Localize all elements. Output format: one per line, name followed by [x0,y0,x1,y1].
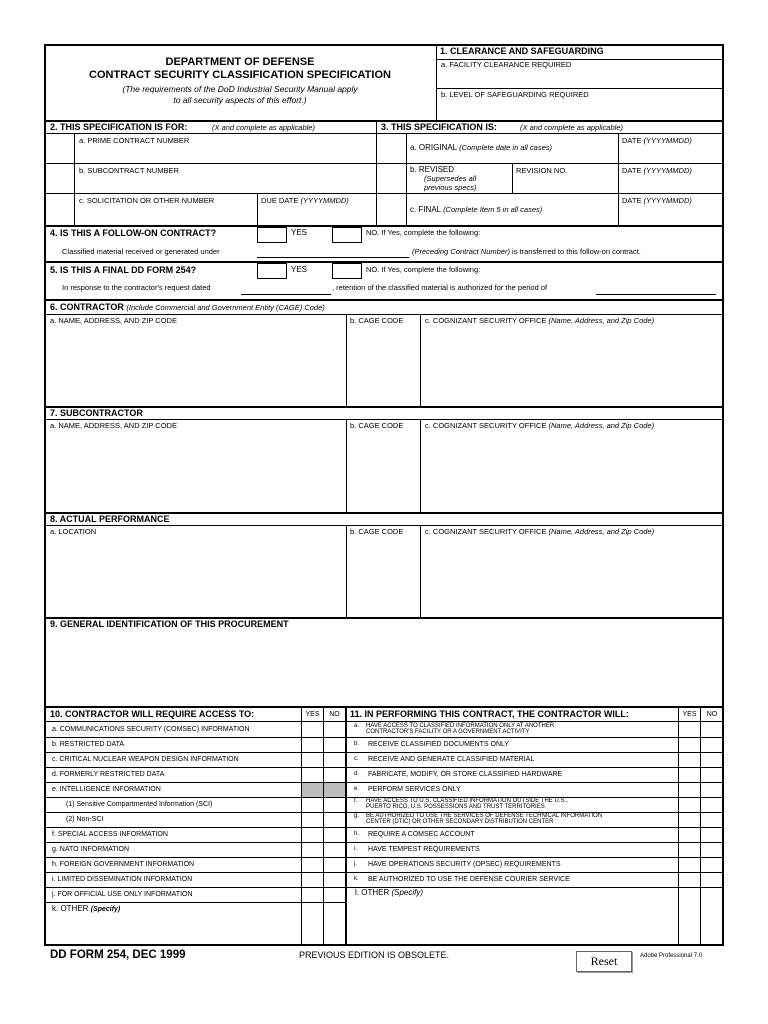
subcontract-label: b. SUBCONTRACT NUMBER [79,166,179,175]
sec11-item-label: PERFORM SERVICES ONLY [368,786,461,793]
revised-date-field[interactable] [619,177,723,192]
performance-cso-field[interactable] [421,538,723,616]
solicitation-field[interactable] [75,207,256,224]
sec10-yes-checkbox[interactable] [302,827,323,841]
preceding-contract-note: (Preceding Contract Number) [412,247,510,256]
subcontract-checkbox[interactable] [45,164,74,192]
due-date-label [261,197,349,205]
sec10-no-checkbox[interactable] [324,722,345,736]
follow-on-line-2 [412,248,641,256]
solicitation-label: c. SOLICITATION OR OTHER NUMBER [79,196,215,205]
due-date-format: (YYYYMMDD) [300,196,349,205]
sec10-row-divider [44,887,346,888]
due-date-text: DUE DATE [261,196,299,205]
final-dd254-yes-checkbox[interactable] [257,263,287,279]
sec11-item-letter: f. [354,798,358,804]
sec11-no-checkbox[interactable] [701,752,723,766]
date-text-c: DATE [622,196,642,205]
date-format-a: (YYYYMMDD) [643,136,692,145]
sec10-item-label: d. FORMERLY RESTRICTED DATA [52,771,165,778]
sec11-yes-header: YES [682,711,697,718]
sec11-no-checkbox[interactable] [701,737,723,751]
sec11-no-checkbox[interactable] [701,797,723,811]
sec8-b-label: b. CAGE CODE [350,527,404,536]
sec11-yes-checkbox[interactable] [679,857,700,871]
sec10-k-no-checkbox[interactable] [324,903,345,945]
date-format-c: (YYYYMMDD) [643,196,692,205]
sec10-yes-checkbox[interactable] [302,872,323,886]
sec1-b-label: b. LEVEL OF SAFEGUARDING REQUIRED [441,90,589,99]
final-note: (Complete Item 5 in all cases) [443,205,543,214]
sec10-item-label: a. COMMUNICATIONS SECURITY (COMSEC) INFORMATION [52,726,250,733]
sec10-k-note: (Specify) [90,906,121,913]
form-title: CONTRACT SECURITY CLASSIFICATION SPECIFICATION [89,69,391,81]
sec10-row-divider [44,842,346,843]
sec11-yes-checkbox[interactable] [679,872,700,886]
final-label [410,206,542,214]
sec6-note: (Include Commercial and Government Entity (CAGE) Code) [126,303,325,312]
sec11-row-divider [346,872,724,873]
sec11-item-label: CENTER (DTIC) OR OTHER SECONDARY DISTRIBUTION CENTER [366,819,554,825]
obsolete-notice: PREVIOUS EDITION IS OBSOLETE. [299,950,450,960]
performance-location-field[interactable] [45,538,345,616]
sec10-yes-checkbox[interactable] [302,812,323,826]
sec10-title: 10. CONTRACTOR WILL REQUIRE ACCESS TO: [50,709,255,719]
sec6-c-text: c. COGNIZANT SECURITY OFFICE [425,316,547,325]
sec11-row-divider [346,737,724,738]
retention-period-field[interactable] [596,281,716,295]
sec10-item-label: g. NATO INFORMATION [52,846,130,853]
original-text: a. ORIGINAL [410,143,457,152]
due-date-field[interactable] [258,207,375,224]
revised-label: b. REVISED [410,165,455,174]
sec11-no-checkbox[interactable] [701,767,723,781]
sec11-yes-checkbox[interactable] [679,737,700,751]
subcontractor-address-field[interactable] [45,432,345,511]
revision-no-label: REVISION NO. [516,166,568,175]
sec10-yes-checkbox[interactable] [302,767,323,781]
sec11-yes-checkbox[interactable] [679,782,700,796]
safeguarding-level-field[interactable] [437,100,723,118]
sec11-yes-checkbox[interactable] [679,767,700,781]
sec10-no-checkbox[interactable] [324,752,345,766]
sec11-item-letter: a. [354,723,360,729]
sec10-no-checkbox[interactable] [324,842,345,856]
sec10-no-checkbox[interactable] [324,827,345,841]
sec10-row-divider [44,782,346,783]
subcontract-field[interactable] [75,177,375,192]
prime-contract-label: a. PRIME CONTRACT NUMBER [79,136,190,145]
sec10-item-label: (1) Sensitive Compartmented Information (SCI) [66,801,213,808]
date-text-a: DATE [622,136,642,145]
sec10-yes-checkbox[interactable] [302,752,323,766]
follow-on-line-1: Classified material received or generated under [62,247,220,256]
date-label-c [622,197,692,205]
subcontractor-cso-field[interactable] [421,432,723,511]
sec7-c-note: (Name, Address, and Zip Code) [548,421,655,430]
sec10-k-text: k. OTHER [52,904,89,913]
sec11-item-label: BE AUTHORIZED TO USE THE SERVICES OF DEFENSE TECHNICAL INFORMATION [366,813,603,819]
sec6-title-text: 6. CONTRACTOR [50,302,124,312]
sec11-yes-checkbox[interactable] [679,812,700,826]
sec10-row-divider [44,797,346,798]
sec10-item-label: c. CRITICAL NUCLEAR WEAPON DESIGN INFORMATION [52,756,239,763]
sec11-no-checkbox[interactable] [701,872,723,886]
sec11-item-letter: e. [354,786,360,792]
retention-line-1: In response to the contractor's request dated [62,283,211,292]
form-number: DD FORM 254, DEC 1999 [50,949,186,961]
sec11-row-divider [346,827,724,828]
sec10-item-label: h. FOREIGN GOVERNMENT INFORMATION [52,861,195,868]
sec11-item-label: REQUIRE A COMSEC ACCOUNT [368,831,475,838]
sec8-title: 8. ACTUAL PERFORMANCE [50,514,170,524]
sec8-a-label: a. LOCATION [50,527,97,536]
sec10-item-label: (2) Non-SCI [66,816,104,823]
sec4-title: 4. IS THIS A FOLLOW-ON CONTRACT? [50,228,217,238]
sec7-a-label: a. NAME, ADDRESS, AND ZIP CODE [50,421,177,430]
sec11-no-header: NO [706,711,718,718]
sec11-item-label: FABRICATE, MODIFY, OR STORE CLASSIFIED HARDWARE [368,771,563,778]
sec11-no-checkbox[interactable] [701,857,723,871]
original-note: (Complete date in all cases) [459,143,553,152]
sec8-c-text: c. COGNIZANT SECURITY OFFICE [425,527,547,536]
sec6-a-label: a. NAME, ADDRESS, AND ZIP CODE [50,316,177,325]
revised-note-1: (Supersedes all [424,174,477,183]
sec11-no-checkbox[interactable] [701,827,723,841]
original-date-field[interactable] [619,147,723,162]
sec11-yes-checkbox[interactable] [679,827,700,841]
sec11-row-divider [346,857,724,858]
sec2-title: 2. THIS SPECIFICATION IS FOR: [50,122,188,132]
preceding-contract-field[interactable] [257,244,409,258]
sec10-item-label: j. FOR OFFICIAL USE ONLY INFORMATION [52,891,193,898]
final-dd254-no-label: NO. If Yes, complete the following: [366,265,481,274]
sec10-e-yes-shaded [302,783,323,797]
sec10-row-divider [44,857,346,858]
sec11-row-divider [346,782,724,783]
sec11-item-letter: d. [354,771,360,777]
sec11-yes-checkbox[interactable] [679,752,700,766]
sec10-yes-header: YES [305,711,320,718]
subcontractor-cage-field[interactable] [347,432,419,511]
sec11-title: 11. IN PERFORMING THIS CONTRACT, THE CONTRACTOR WILL: [350,709,629,719]
sec10-other-field[interactable] [45,915,300,945]
sec10-row-divider [44,752,346,753]
sec10-item-label: b. RESTRICTED DATA [52,741,125,748]
sec10-row-divider [44,767,346,768]
sec11-item-letter: j. [354,861,357,867]
sec8-c-label [425,528,654,536]
prime-contract-field[interactable] [75,147,375,162]
contractor-address-field[interactable] [45,327,345,405]
final-text: c. FINAL [410,205,441,214]
procurement-identification-field[interactable] [45,632,723,705]
contractor-cso-field[interactable] [421,327,723,405]
sec11-other-field[interactable] [347,900,677,945]
revised-checkbox[interactable] [377,164,406,192]
sec10-no-checkbox[interactable] [324,872,345,886]
dept-title: DEPARTMENT OF DEFENSE [165,56,315,68]
sec10-no-checkbox[interactable] [324,887,345,901]
sec10-no-checkbox[interactable] [324,767,345,781]
sec11-item-label: HAVE OPERATIONS SECURITY (OPSEC) REQUIREMENTS [368,861,561,868]
sec3-note: (X and complete as applicable) [520,123,623,132]
sec11-no-checkbox[interactable] [701,812,723,826]
sec10-item-label: e. INTELLIGENCE INFORMATION [52,786,161,793]
sec10-row-divider [44,812,346,813]
final-date-field[interactable] [619,207,723,224]
sec11-item-letter: c. [354,756,359,762]
sec10-row-divider [44,737,346,738]
sec10-k-label [52,905,120,913]
sec11-no-checkbox[interactable] [701,842,723,856]
final-checkbox[interactable] [377,194,406,224]
sec10-yes-checkbox[interactable] [302,887,323,901]
request-date-field[interactable] [241,281,331,295]
follow-on-yes-label: YES [291,228,308,237]
sec1-a-label: a. FACILITY CLEARANCE REQUIRED [441,60,572,69]
sec7-title: 7. SUBCONTRACTOR [50,408,143,418]
sec10-yes-checkbox[interactable] [302,857,323,871]
sec11-l-text: OTHER [361,888,390,897]
sec6-title [50,303,325,312]
prime-contract-checkbox[interactable] [45,134,74,162]
sec11-item-letter: k. [354,876,359,882]
sec11-item-label: HAVE ACCESS TO U.S. CLASSIFIED INFORMATION OUTSIDE THE U.S., [366,798,568,804]
sec11-row-divider [346,767,724,768]
sec11-l-label [355,889,423,897]
sec10-yes-checkbox[interactable] [302,737,323,751]
sec7-c-label [425,422,654,430]
reset-button[interactable]: Reset [576,951,632,972]
sec10-no-checkbox[interactable] [324,737,345,751]
sec11-item-label: BE AUTHORIZED TO USE THE DEFENSE COURIER SERVICE [368,876,570,883]
sec11-l-yes-checkbox[interactable] [679,887,700,945]
sec11-no-checkbox[interactable] [701,782,723,796]
contractor-cage-field[interactable] [347,327,419,405]
original-label [410,144,552,152]
follow-on-yes-checkbox[interactable] [257,227,287,243]
final-dd254-yes-label: YES [291,265,308,274]
revised-note-2: previous specs) [424,183,477,192]
original-checkbox[interactable] [377,134,406,162]
sec11-l-no-checkbox[interactable] [701,887,723,945]
sec11-item-letter: i. [354,846,357,852]
sec11-row-divider [346,752,724,753]
sec10-no-header: NO [329,711,340,718]
sec10-yes-checkbox[interactable] [302,842,323,856]
solicitation-checkbox[interactable] [45,194,74,224]
follow-on-transfer-text: is transferred to this follow-on contract. [509,247,641,256]
sec10-row-divider [44,872,346,873]
sec11-yes-checkbox[interactable] [679,842,700,856]
follow-on-no-label: NO. If Yes, complete the following: [366,228,481,237]
sec6-b-label: b. CAGE CODE [350,316,404,325]
sec11-no-checkbox[interactable] [701,722,723,736]
sec10-no-checkbox[interactable] [324,797,345,811]
sec3-title: 3. THIS SPECIFICATION IS: [381,122,497,132]
sec11-item-label: RECEIVE CLASSIFIED DOCUMENTS ONLY [368,741,510,748]
sec11-l-letter: l. [355,888,359,897]
date-text-b: DATE [622,166,642,175]
revision-no-field[interactable] [513,177,617,192]
sec9-title: 9. GENERAL IDENTIFICATION OF THIS PROCUREMENT [50,619,289,629]
sec11-item-letter: h. [354,831,360,837]
facility-clearance-field[interactable] [437,70,723,88]
follow-on-no-checkbox[interactable] [332,227,362,243]
sec11-item-label: HAVE ACCESS TO CLASSIFIED INFORMATION ONLY AT ANOTHER [366,723,555,729]
sec11-item-label: CONTRACTOR'S FACILITY OR A GOVERNMENT ACTIVITY [366,729,530,735]
sec11-item-label: RECEIVE AND GENERATE CLASSIFIED MATERIAL [368,756,535,763]
final-dd254-no-checkbox[interactable] [332,263,362,279]
sec11-item-label: PUERTO RICO, U.S. POSSESSIONS AND TRUST TERRITORIES [366,804,545,810]
sec10-item-label: i. LIMITED DISSEMINATION INFORMATION [52,876,193,883]
sec7-c-text: c. COGNIZANT SECURITY OFFICE [425,421,547,430]
sec10-k-yes-checkbox[interactable] [302,903,323,945]
sec10-yes-checkbox[interactable] [302,722,323,736]
sec1-title: 1. CLEARANCE AND SAFEGUARDING [440,46,604,56]
sec10-e-no-shaded [324,783,345,797]
retention-line-2: , retention of the classified material is authorized for the period of [332,283,548,292]
date-label-a [622,137,692,145]
sec8-c-note: (Name, Address, and Zip Code) [548,527,655,536]
sec11-l-note: (Specify) [391,888,424,897]
sec2-note: (X and complete as applicable) [212,123,315,132]
sec10-no-checkbox[interactable] [324,857,345,871]
subtitle-line-2: to all security aspects of this effort.) [173,95,307,105]
software-version: Adobe Professional 7.0 [640,953,703,959]
sec10-row-divider [44,827,346,828]
sec11-item-letter: g. [354,813,360,819]
date-label-b [622,167,692,175]
sec5-title: 5. IS THIS A FINAL DD FORM 254? [50,265,197,275]
sec10-item-label: f. SPECIAL ACCESS INFORMATION [52,831,168,838]
performance-cage-field[interactable] [347,538,419,616]
sec6-c-note: (Name, Address, and Zip Code) [548,316,655,325]
sec10-yes-checkbox[interactable] [302,797,323,811]
date-format-b: (YYYYMMDD) [643,166,692,175]
sec11-item-letter: b. [354,741,360,747]
sec11-yes-checkbox[interactable] [679,722,700,736]
sec7-b-label: b. CAGE CODE [350,421,404,430]
sec6-c-label [425,317,654,325]
subtitle-line-1: (The requirements of the DoD Industrial Security Manual apply [122,84,358,94]
sec10-row-divider [44,902,346,903]
sec11-row-divider [346,842,724,843]
sec11-yes-checkbox[interactable] [679,797,700,811]
sec10-no-checkbox[interactable] [324,812,345,826]
sec11-item-label: HAVE TEMPEST REQUIREMENTS [368,846,480,853]
